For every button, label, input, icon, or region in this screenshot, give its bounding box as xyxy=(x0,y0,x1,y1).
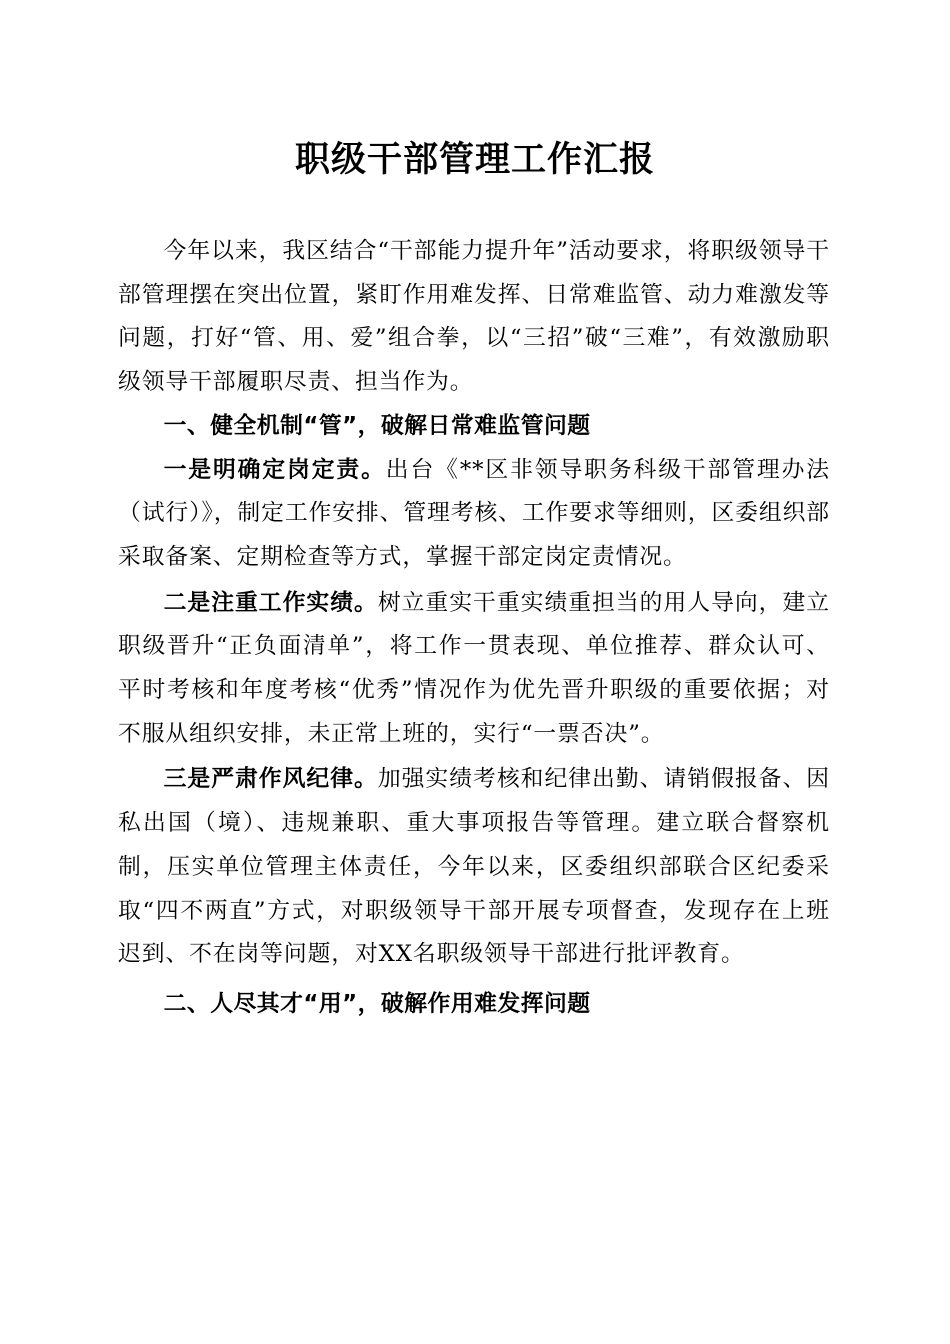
section-1-item-1 xyxy=(118,449,830,580)
item-2-text: 树立重实干重实绩重担当的用人导向，建立职级晋升“正负面清单”，将工作一贯表现、单位推荐、群众认可、平时考核和年度考核“优秀”情况作为优先晋升职级的重要依据；对不服从组织安排，未正常上班的，实行“一票否决”。 xyxy=(118,589,830,747)
section-2-heading: 二、人尽其才“用”，破解作用难发挥问题 xyxy=(163,990,591,1017)
section-1-item-2 xyxy=(118,582,830,757)
item-3-lead: 三是严肃作风纪律。 xyxy=(163,766,378,793)
item-1-text: 出台《**区非领导职务科级干部管理办法（试行）》，制定工作安排、管理考核、工作要求等细则，区委组织部采取备案、定期检查等方式，掌握干部定岗定责情况。 xyxy=(118,456,830,570)
item-1-lead: 一是明确定岗定责。 xyxy=(163,456,386,483)
item-2-lead: 二是注重工作实绩。 xyxy=(163,589,378,616)
document-title: 职级干部管理工作汇报 xyxy=(294,139,655,180)
item-3-text: 加强实绩考核和纪律出勤、请销假报备、因私出国（境）、违规兼职、重大事项报告等管理。建立联合督察机制，压实单位管理主体责任，今年以来，区委组织部联合区纪委采取“四不两直”方式，对职级领导干部开展专项督查，发现存在上班迟到、不在岗等问题，对XX名职级领导干部进行批评教育。 xyxy=(118,766,830,968)
intro-paragraph: 今年以来，我区结合“干部能力提升年”活动要求，将职级领导干部管理摆在突出位置，紧盯作用难发挥、日常难监管、动力难激发等问题，打好“管、用、爱”组合拳，以“三招”破“三难”，有效激励职级领导干部履职尽责、担当作为。 xyxy=(118,238,830,396)
document-body xyxy=(118,230,830,1027)
section-1-heading: 一、健全机制“管”，破解日常难监管问题 xyxy=(163,412,591,439)
section-1-item-3 xyxy=(118,758,830,977)
